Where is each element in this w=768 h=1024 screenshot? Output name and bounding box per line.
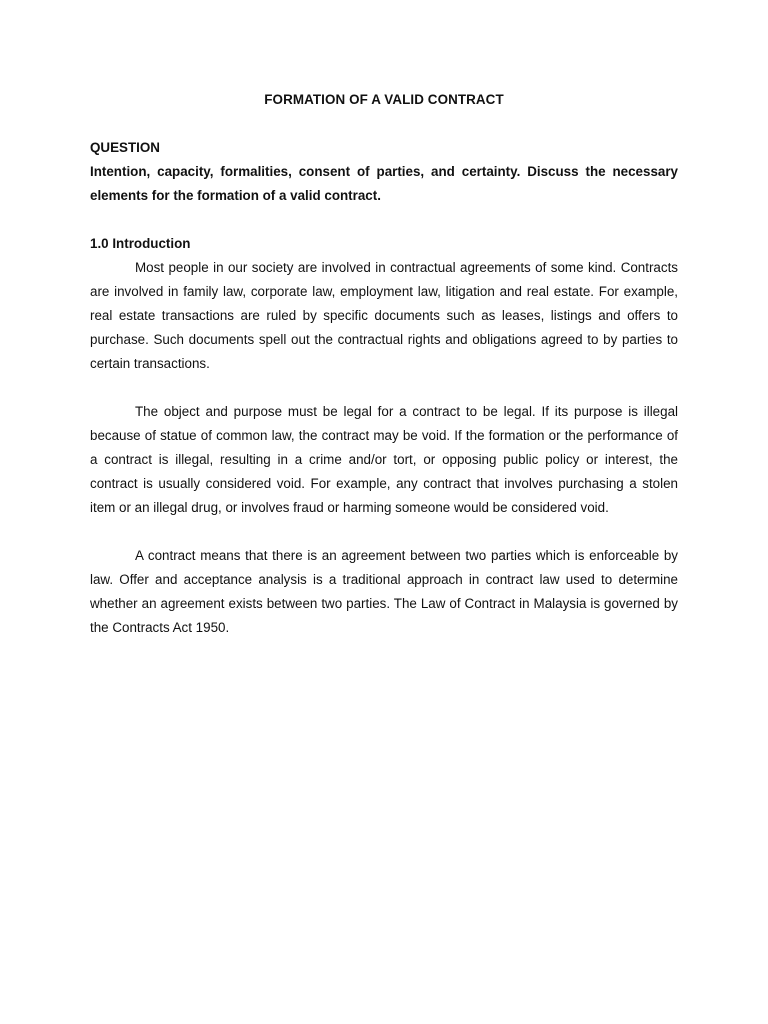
question-text: Intention, capacity, formalities, consent of parties, and certainty. Discuss the necessary elements for the formation of a valid contract. (90, 164, 678, 203)
paragraph: The object and purpose must be legal for a contract to be legal. If its purpose is illegal because of statue of common law, the contract may be void. If the formation or the performance of a contract is illegal, resulting in a crime and/or tort, or opposing public policy or interest, the contract is usually considered void. For example, any contract that involves purchasing a stolen item or an illegal drug, or involves fraud or harming someone would be considered void. (90, 404, 678, 515)
paragraph: A contract means that there is an agreement between two parties which is enforceable by law. Offer and acceptance analysis is a traditional approach in contract law used to determine whether an agreement exists between two parties. The Law of Contract in Malaysia is governed by the Contracts Act 1950. (90, 548, 678, 635)
paragraph: Most people in our society are involved in contractual agreements of some kind. Contracts are involved in family law, corporate law, employment law, litigation and real estate. For example, real estate transactions are ruled by specific documents such as leases, listings and offers to purchase. Such documents spell out the contractual rights and obligations agreed to by parties to certain transactions. (90, 260, 678, 371)
section-heading-introduction: 1.0 Introduction (90, 236, 191, 251)
question-label: QUESTION (90, 140, 160, 155)
document-title: FORMATION OF A VALID CONTRACT (264, 92, 504, 107)
document-body (90, 88, 678, 664)
